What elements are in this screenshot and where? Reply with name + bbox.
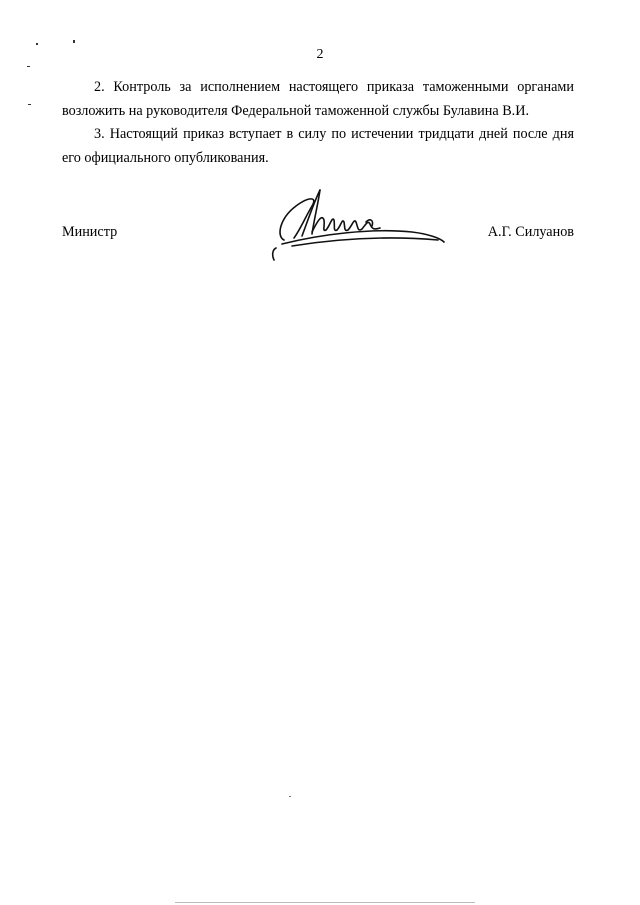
scan-speck	[28, 104, 31, 105]
scan-speck	[73, 40, 75, 43]
signer-title: Министр	[62, 224, 118, 240]
scan-speck	[27, 66, 30, 67]
page-number: 2	[316, 47, 324, 62]
scan-speck	[36, 43, 38, 45]
signature-block	[62, 222, 574, 242]
scan-speck	[289, 796, 291, 797]
scan-edge-line	[175, 902, 475, 903]
signer-name: А.Г. Силуанов	[487, 224, 574, 240]
paragraph-effective-date: 3. Настоящий приказ вступает в силу по истечении тридцати дней после дня его официального опубликования.	[62, 126, 574, 166]
paragraph-control: 2. Контроль за исполнением настоящего приказа таможенными органами возложить на руководителя Федеральной таможенной службы Булавина В.И.	[62, 79, 574, 119]
